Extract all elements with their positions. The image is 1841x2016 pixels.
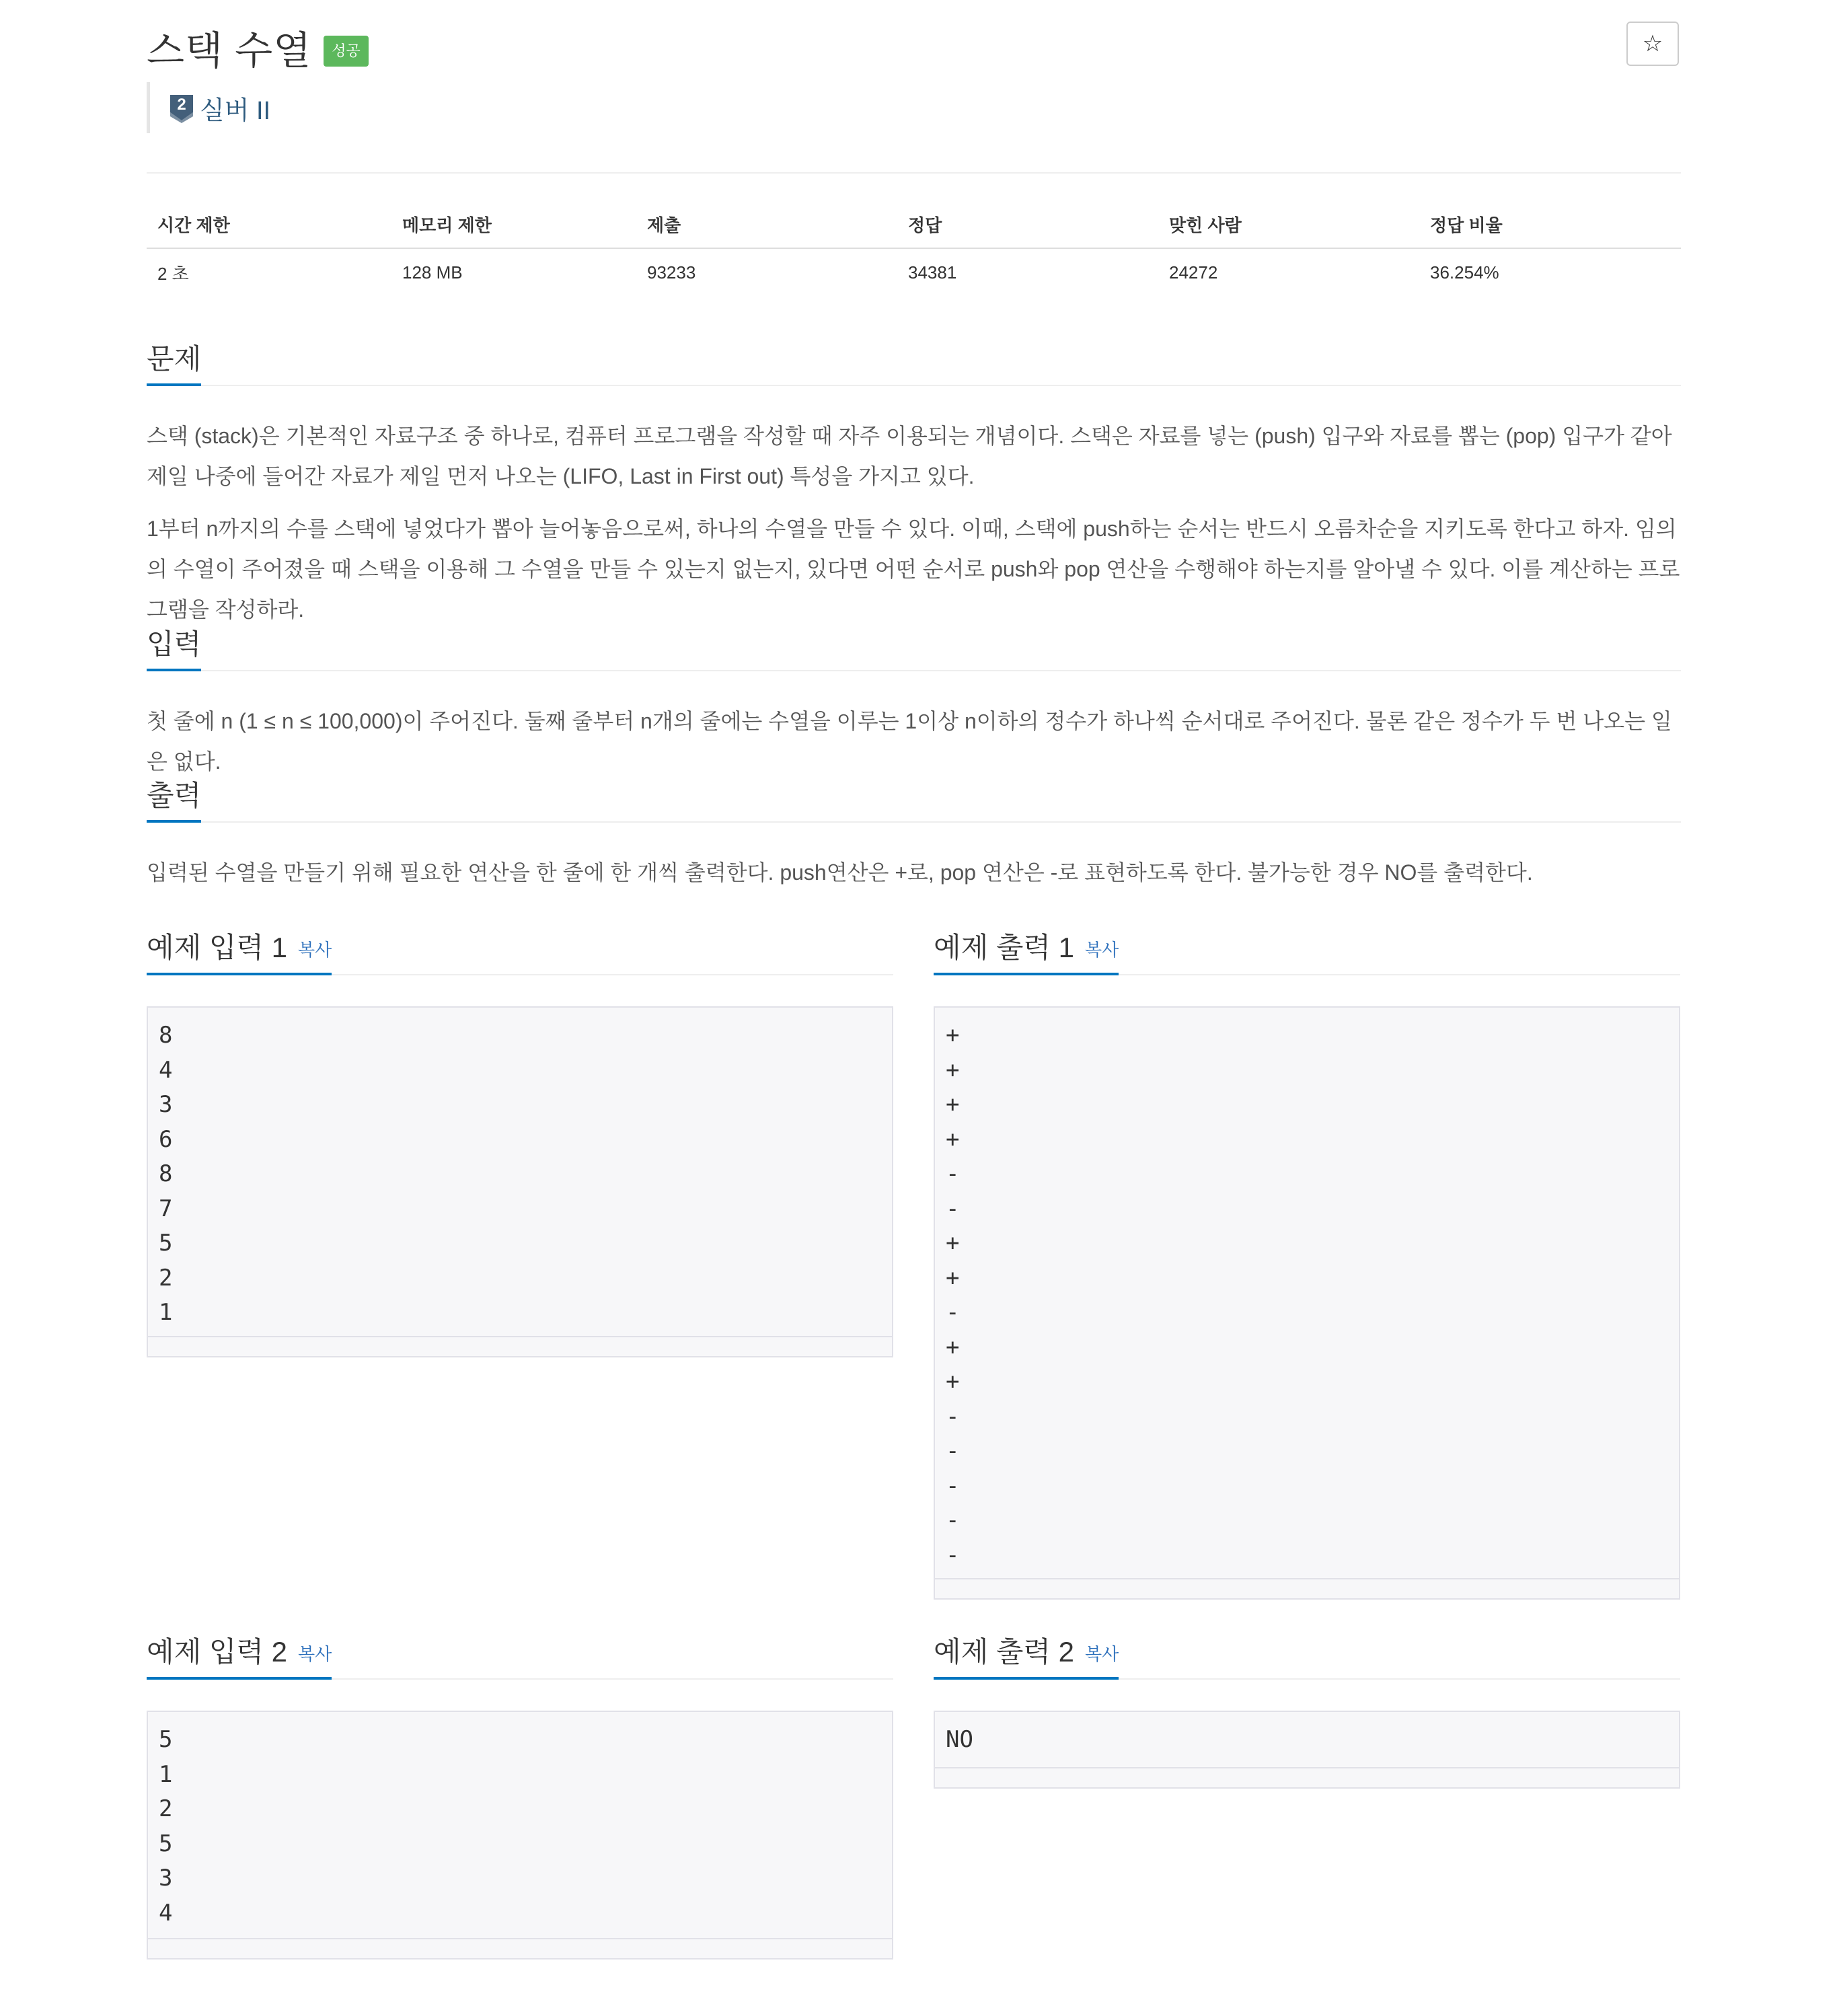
sample-line: - bbox=[946, 1438, 960, 1464]
sample-line: 3 bbox=[159, 1865, 173, 1892]
value-accepted[interactable]: 34381 bbox=[908, 262, 957, 283]
sample-output-2-heading bbox=[934, 1631, 1119, 1680]
problem-paragraph-2: 1부터 n까지의 수를 스택에 넣었다가 뽑아 늘어놓음으로써, 하나의 수열을 만들 수 있다. 이때, 스택에 push하는 순서는 반드시 오름차순을 지키도록 한다고 하자. 임의의 수열이 주어졌을 때 스택을 이용해 그 수열을 만들 수 있는지 없는지, 있다면 어떤 순서로 push와 pop 연산을 수행해야 하는지를 알아낼 수 있다. 이를 계산하는 프로그램을 작성하라. bbox=[147, 517, 1680, 622]
sample-line: 1 bbox=[159, 1299, 173, 1326]
sample-lines bbox=[946, 1723, 1679, 1758]
sample-line: 7 bbox=[159, 1195, 173, 1222]
sample-lines bbox=[159, 1018, 892, 1331]
copy-sample-input-1-link[interactable]: 복사 bbox=[298, 940, 332, 960]
sample-line: + bbox=[946, 1125, 960, 1153]
sample-line: 1 bbox=[159, 1760, 173, 1788]
star-icon: ☆ bbox=[1642, 31, 1663, 57]
scrollbar-track[interactable] bbox=[935, 1767, 1679, 1787]
sample-output-2-title: 예제 출력 2 bbox=[934, 1636, 1074, 1668]
header-solved-users: 맞힌 사람 bbox=[1169, 215, 1242, 235]
sample-output-1-title: 예제 출력 1 bbox=[934, 932, 1074, 963]
header-time-limit: 시간 제한 bbox=[157, 215, 230, 235]
favorite-button[interactable] bbox=[1626, 22, 1679, 66]
sample-lines bbox=[159, 1723, 892, 1931]
copy-sample-output-1-link[interactable]: 복사 bbox=[1085, 940, 1119, 960]
copy-sample-input-2-link[interactable]: 복사 bbox=[298, 1644, 332, 1664]
input-description: 첫 줄에 n (1 ≤ n ≤ 100,000)이 주어진다. 둘째 줄부터 n개의 줄에는 수열을 이루는 1이상 n이하의 정수가 하나씩 순서대로 주어진다. 물론 같은 정수가 두 번 나오는 일은 없다. bbox=[147, 709, 1672, 774]
sample-output-1-box[interactable] bbox=[934, 1006, 1680, 1600]
sample-line: 5 bbox=[159, 1830, 173, 1857]
sample-input-2-box[interactable] bbox=[147, 1711, 893, 1959]
silver-tier-icon bbox=[169, 92, 194, 123]
divider bbox=[147, 172, 1681, 174]
sample-lines bbox=[946, 1018, 1679, 1573]
sample-input-2-heading bbox=[147, 1631, 332, 1680]
scrollbar-track[interactable] bbox=[148, 1336, 892, 1356]
input-section-header bbox=[147, 623, 1681, 671]
title-row bbox=[147, 20, 369, 74]
sample-input-1-header bbox=[147, 926, 893, 975]
sample-output-2-header bbox=[934, 1630, 1680, 1680]
sample-line: - bbox=[946, 1195, 960, 1222]
sample-line: + bbox=[946, 1264, 960, 1292]
sample-input-1-heading bbox=[147, 927, 332, 975]
tier-number: 2 bbox=[177, 96, 186, 114]
problem-info-table bbox=[147, 200, 1681, 296]
sample-line: 2 bbox=[159, 1795, 173, 1822]
header-accepted: 정답 bbox=[908, 215, 942, 235]
scrollbar-track[interactable] bbox=[935, 1578, 1679, 1598]
sample-line: - bbox=[946, 1472, 960, 1499]
sample-input-1-box[interactable] bbox=[147, 1006, 893, 1357]
tier-label[interactable]: 실버 II bbox=[200, 96, 271, 125]
sample-line: 3 bbox=[159, 1091, 173, 1118]
sample-input-2-title: 예제 입력 2 bbox=[147, 1636, 287, 1668]
page-title: 스택 수열 bbox=[147, 29, 312, 73]
sample-line: + bbox=[946, 1091, 960, 1118]
output-section-header bbox=[147, 774, 1681, 823]
sample-line: - bbox=[946, 1160, 960, 1187]
value-accept-ratio: 36.254% bbox=[1430, 262, 1499, 283]
output-description: 입력된 수열을 만들기 위해 필요한 연산을 한 줄에 한 개씩 출력한다. push연산은 +로, pop 연산은 -로 표현하도록 한다. 불가능한 경우 NO를 출력한다. bbox=[147, 860, 1533, 885]
value-submissions[interactable]: 93233 bbox=[647, 262, 696, 283]
sample-line: + bbox=[946, 1333, 960, 1361]
sample-line: + bbox=[946, 1022, 960, 1049]
value-time-limit: 2 초 bbox=[157, 263, 189, 284]
output-heading: 출력 bbox=[147, 776, 201, 823]
problem-section-header bbox=[147, 338, 1681, 386]
header-submissions: 제출 bbox=[647, 215, 681, 235]
sample-line: - bbox=[946, 1541, 960, 1569]
sample-input-2-header bbox=[147, 1630, 893, 1680]
sample-output-1-header bbox=[934, 926, 1680, 975]
sample-input-1-title: 예제 입력 1 bbox=[147, 932, 287, 963]
scrollbar-track[interactable] bbox=[148, 1938, 892, 1958]
header-memory-limit: 메모리 제한 bbox=[402, 215, 492, 235]
value-solved-users[interactable]: 24272 bbox=[1169, 262, 1218, 283]
input-heading: 입력 bbox=[147, 624, 201, 671]
problem-paragraph-1: 스택 (stack)은 기본적인 자료구조 중 하나로, 컴퓨터 프로그램을 작성할 때 자주 이용되는 개념이다. 스택은 자료를 넣는 (push) 입구와 자료를 뽑는 (pop) 입구가 같아 제일 나중에 들어간 자료가 제일 먼저 나오는 (LIFO, Last in First out) 특성을 가지고 있다. bbox=[147, 424, 1672, 488]
sample-output-2-box[interactable] bbox=[934, 1711, 1680, 1789]
sample-line: 8 bbox=[159, 1022, 173, 1049]
problem-heading: 문제 bbox=[147, 339, 201, 386]
sample-line: 4 bbox=[159, 1056, 173, 1084]
sample-line: 8 bbox=[159, 1160, 173, 1187]
sample-line: NO bbox=[946, 1726, 973, 1753]
sample-line: + bbox=[946, 1056, 960, 1084]
sample-line: 6 bbox=[159, 1125, 173, 1153]
tier-row bbox=[147, 82, 270, 133]
sample-line: 2 bbox=[159, 1264, 173, 1292]
header-accept-ratio: 정답 비율 bbox=[1430, 215, 1503, 235]
sample-line: - bbox=[946, 1299, 960, 1326]
sample-line: + bbox=[946, 1230, 960, 1257]
sample-line: + bbox=[946, 1368, 960, 1395]
table-header-row bbox=[147, 200, 1681, 249]
copy-sample-output-2-link[interactable]: 복사 bbox=[1085, 1644, 1119, 1664]
sample-line: 5 bbox=[159, 1230, 173, 1257]
sample-line: - bbox=[946, 1403, 960, 1430]
status-badge: 성공 bbox=[324, 36, 369, 67]
sample-output-1-heading bbox=[934, 927, 1119, 975]
table-row bbox=[147, 249, 1681, 296]
sample-line: 5 bbox=[159, 1726, 173, 1753]
value-memory-limit: 128 MB bbox=[402, 262, 463, 283]
sample-line: - bbox=[946, 1507, 960, 1534]
sample-line: 4 bbox=[159, 1899, 173, 1927]
